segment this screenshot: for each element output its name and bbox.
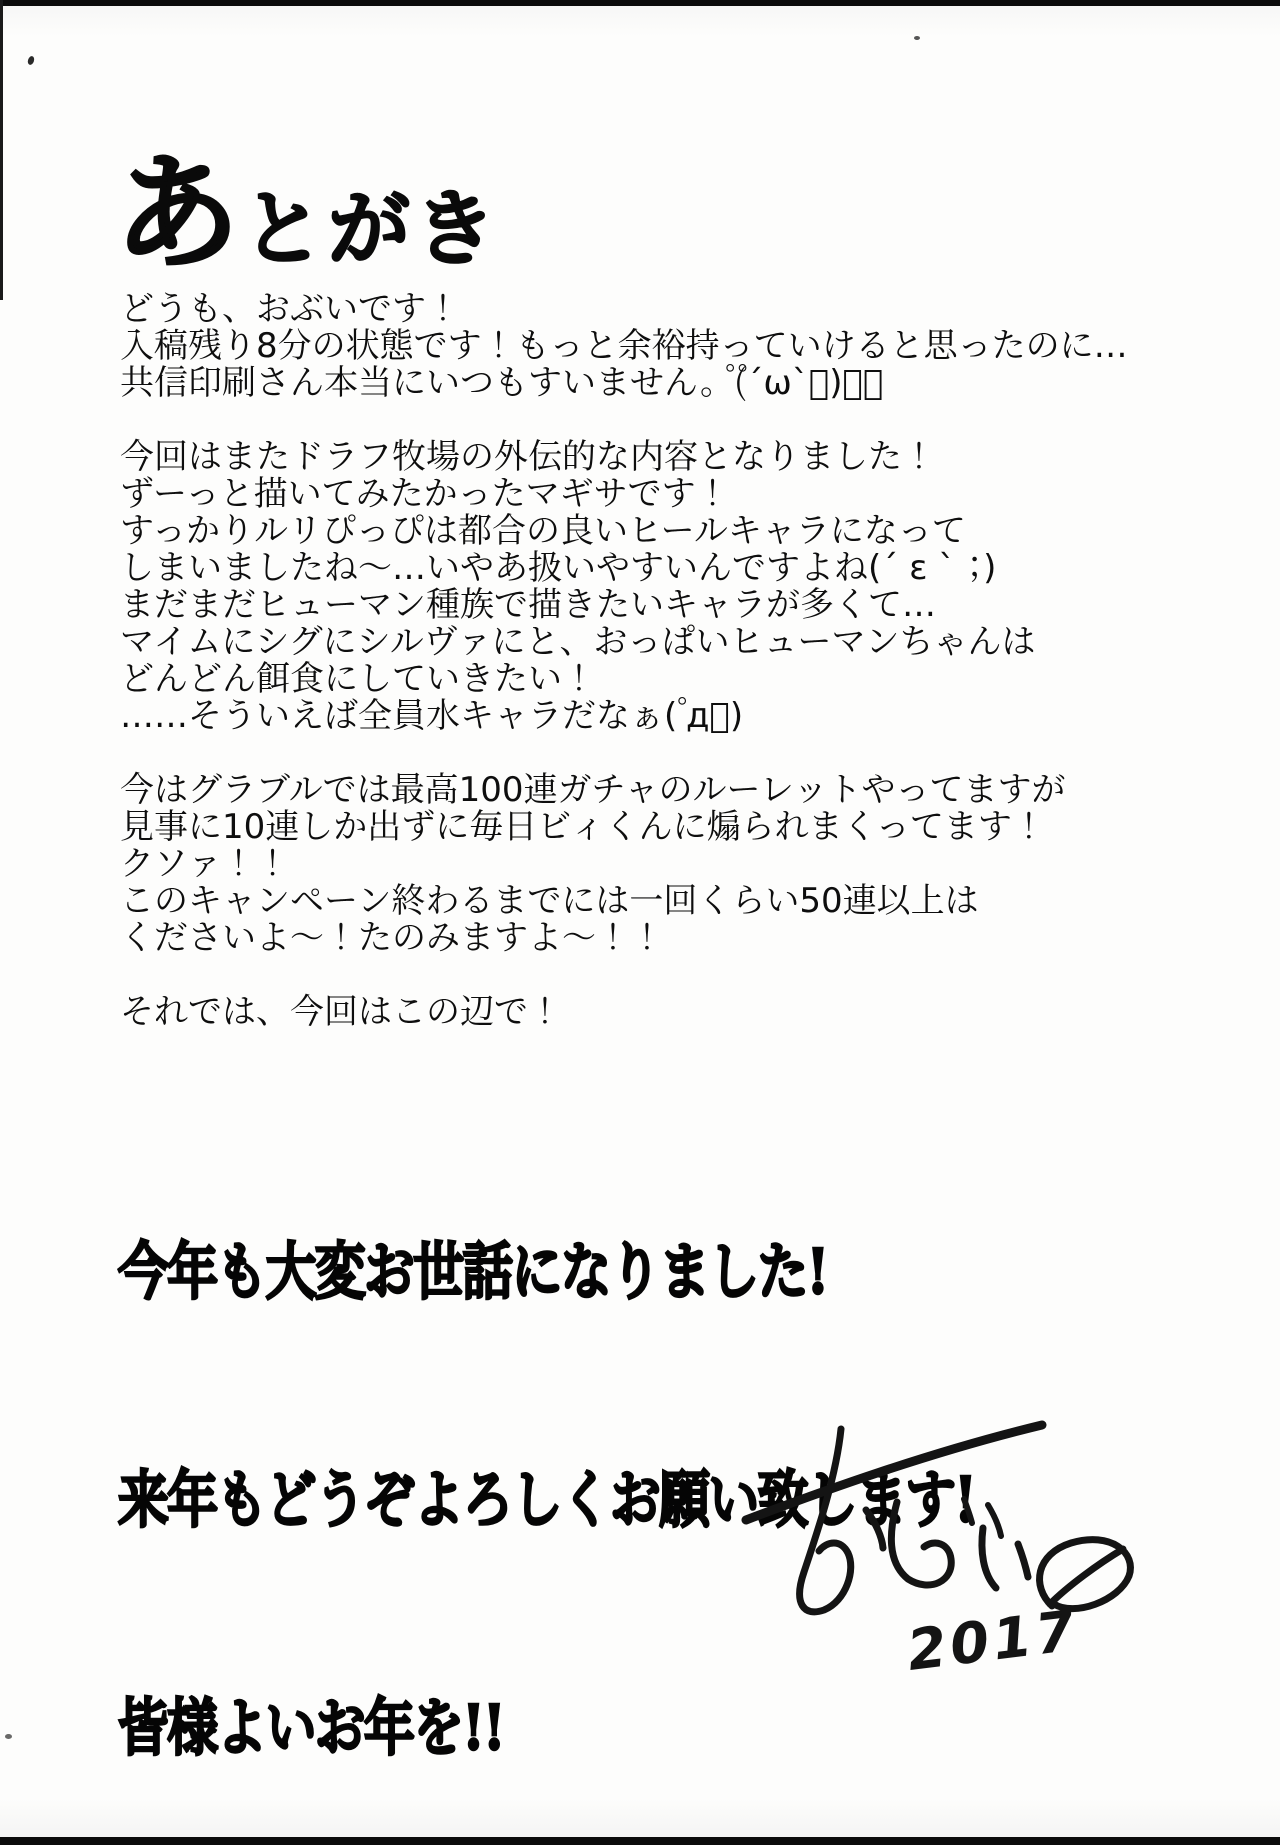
signature-stroke bbox=[988, 1505, 1001, 1536]
paragraph-gacha bbox=[120, 772, 1180, 957]
text-line: ……そういえば全員水キャラだなぁ( ゚д゚) bbox=[120, 696, 744, 736]
text-line: マイムにシグにシルヴァにと、おっぱいヒューマンちゃんは bbox=[120, 622, 1036, 662]
signature-stroke bbox=[964, 1499, 972, 1523]
paragraph-greeting bbox=[120, 291, 1180, 402]
paragraph-farewell bbox=[120, 994, 1180, 1031]
scan-speck bbox=[5, 1734, 12, 1739]
closing-line: 皆様よいお年を!! bbox=[118, 1691, 504, 1764]
scan-speck bbox=[914, 36, 920, 40]
page-title: あとがき bbox=[114, 139, 501, 287]
closing-line: 来年もどうぞよろしくお願い致します! bbox=[118, 1463, 976, 1536]
text-line: しまいましたね～…いやあ扱いやすいんですよね(´ ε ` ；) bbox=[120, 548, 997, 588]
signature-drawing bbox=[740, 1414, 1140, 1694]
text-line: このキャンペーン終わるまでには一回くらい50連以上は bbox=[120, 881, 979, 921]
text-line: 今回はまたドラフ牧場の外伝的な内容となりました！ bbox=[120, 437, 936, 477]
text-line: まだまだヒューマン種族で描きたいキャラが多くて… bbox=[120, 585, 936, 625]
text-line: クソァ！！ bbox=[120, 844, 290, 884]
text-line: それでは、今回はこの辺で！ bbox=[120, 992, 562, 1032]
signature-stroke bbox=[982, 1528, 996, 1588]
signature-year: 2017 bbox=[903, 1598, 1083, 1684]
text-line: どうも、おぶいです！ bbox=[120, 289, 460, 329]
text-line: すっかりルリぴっぴは都合の良いヒールキャラになって bbox=[120, 511, 966, 551]
signature-stroke bbox=[800, 1429, 851, 1612]
closing-line: 今年も大変お世話になりました! bbox=[118, 1235, 828, 1308]
scan-edge-top bbox=[0, 0, 1280, 6]
text-line: 入稿残り8分の状態です！もっと余裕持っていけると思ったのに… bbox=[120, 326, 1128, 366]
body-text bbox=[120, 291, 1180, 1068]
text-line: どんどん餌食にしていきたい！ bbox=[120, 659, 596, 699]
text-line: 今はグラブルでは最高100連ガチャのルーレットやってますが bbox=[120, 770, 1066, 810]
text-line: 見事に10連しか出ずに毎日ビィくんに煽られまくってます！ bbox=[120, 807, 1046, 847]
scan-speck bbox=[27, 55, 35, 65]
text-line: ずーっと描いてみたかったマギサです！ bbox=[120, 474, 730, 514]
signature-stroke bbox=[891, 1502, 951, 1585]
signature bbox=[740, 1414, 1140, 1694]
scan-edge-left bbox=[0, 0, 3, 300]
signature-stroke bbox=[866, 1510, 883, 1548]
paragraph-content bbox=[120, 439, 1180, 735]
text-line: 共信印刷さん本当にいつもすいません。゚(゚´ω`゚)゚。 bbox=[120, 363, 884, 403]
signature-stroke bbox=[1018, 1544, 1028, 1577]
text-line: くださいよ～！たのみますよ～！！ bbox=[120, 918, 664, 958]
